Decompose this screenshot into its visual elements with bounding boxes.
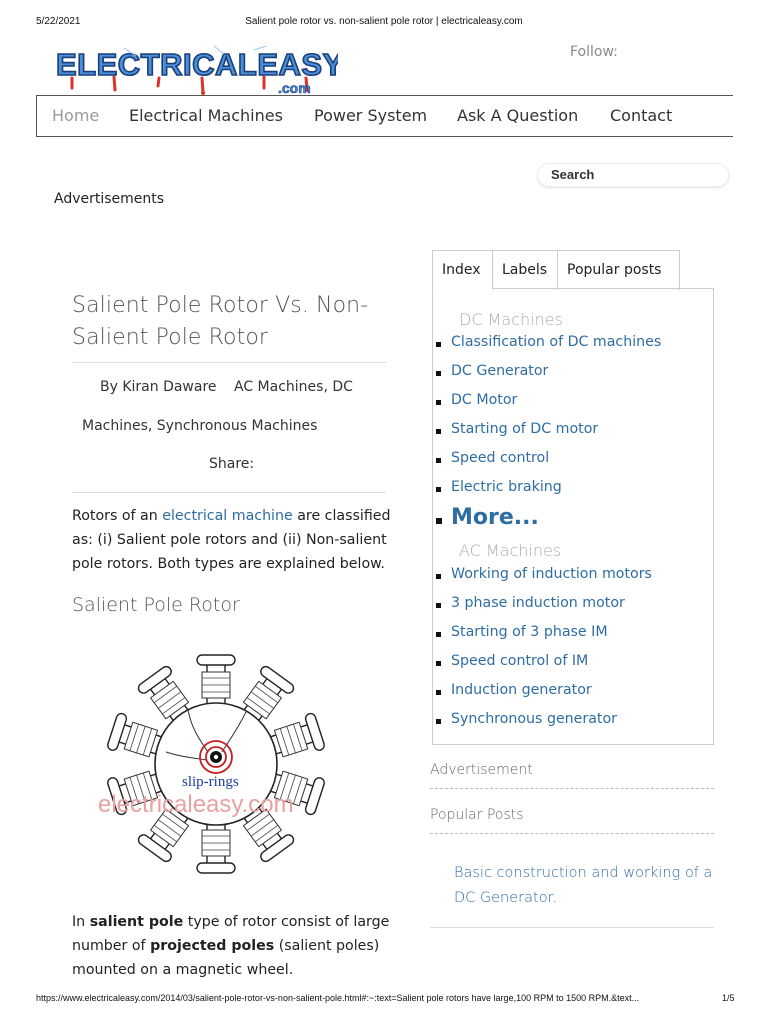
bullet-icon: [436, 487, 441, 492]
nav-contact[interactable]: Contact: [610, 106, 673, 125]
bullet-icon: [436, 603, 441, 608]
main-nav: [36, 95, 733, 137]
ac-machines-heading: AC Machines: [459, 541, 562, 560]
print-page-number: 1/5: [722, 993, 735, 1003]
tab-index[interactable]: Index: [432, 250, 493, 290]
meta-divider: [72, 492, 386, 493]
advertisement-divider: [430, 788, 714, 789]
p2-bold-salient-pole: salient pole: [89, 914, 184, 930]
dc-machines-heading: DC Machines: [459, 310, 563, 329]
slip-rings-label: slip-rings: [182, 774, 239, 790]
index-item[interactable]: Starting of DC motor: [451, 421, 599, 437]
rotor-figure: [96, 640, 360, 898]
index-item[interactable]: DC Motor: [451, 392, 518, 408]
advertisement-heading: Advertisement: [430, 762, 533, 778]
bullet-icon: [436, 371, 441, 376]
intro-text-1: Rotors of an: [72, 508, 163, 524]
bullet-icon: [436, 719, 441, 724]
salient-pole-paragraph: [72, 910, 392, 982]
nav-electrical-machines[interactable]: Electrical Machines: [129, 106, 283, 125]
more-link[interactable]: More...: [451, 505, 539, 530]
print-url: https://www.electricaleasy.com/2014/03/salient-pole-rotor-vs-non-salient-pole.html#:~:text=Salient pole rotors have large,100 RPM to 1500 RPM.&text...: [36, 993, 640, 1003]
bullet-icon: [436, 518, 442, 524]
site-logo[interactable]: [54, 44, 338, 98]
follow-label: Follow:: [570, 44, 618, 60]
section-heading: Salient Pole Rotor: [72, 594, 240, 616]
salient-pole-rotor-diagram: [96, 640, 360, 898]
bullet-icon: [436, 458, 441, 463]
print-title: Salient pole rotor vs. non-salient pole rotor | electricaleasy.com: [245, 16, 523, 27]
popular-posts-divider: [430, 833, 714, 834]
popular-post-link[interactable]: Basic construction and working of a DC Generator.: [454, 865, 713, 906]
index-item[interactable]: Working of induction motors: [451, 566, 652, 582]
tab-labels[interactable]: Labels: [492, 250, 558, 290]
tab-popular-posts[interactable]: Popular posts: [557, 250, 680, 290]
article-title: Salient Pole Rotor Vs. Non-Salient Pole Rotor: [72, 293, 369, 350]
index-item[interactable]: Synchronous generator: [451, 711, 618, 727]
index-item[interactable]: Classification of DC machines: [451, 334, 662, 350]
nav-ask-a-question[interactable]: Ask A Question: [457, 106, 579, 125]
shaft-center: [214, 755, 218, 759]
author-link[interactable]: By Kiran Daware: [100, 379, 217, 395]
index-item[interactable]: Speed control: [451, 450, 550, 466]
bullet-icon: [436, 690, 441, 695]
salient-pole: [197, 655, 235, 708]
title-divider: [72, 362, 386, 363]
pole-body: [197, 863, 235, 873]
advertisements-label: Advertisements: [54, 191, 165, 207]
bullet-icon: [436, 661, 441, 666]
index-item[interactable]: DC Generator: [451, 363, 549, 379]
index-item[interactable]: Electric braking: [451, 479, 562, 495]
bullet-icon: [436, 342, 441, 347]
categories-line-2[interactable]: Machines, Synchronous Machines: [82, 418, 318, 434]
nav-home[interactable]: Home: [52, 106, 100, 125]
intro-paragraph: [72, 504, 392, 576]
p2-text-3: (salient poles) mounted on a magnetic wheel.: [72, 938, 380, 978]
intro-text-2: are classified as: (i) Salient pole rotors and (ii) Non-salient pole rotors. Both types are explained below.: [72, 508, 391, 572]
search-input[interactable]: Search: [537, 163, 729, 187]
categories-line-1[interactable]: AC Machines, DC: [234, 379, 353, 395]
pole-body: [197, 655, 235, 665]
electrical-machine-link[interactable]: electrical machine: [162, 508, 293, 524]
index-item[interactable]: Speed control of IM: [451, 653, 589, 669]
bullet-icon: [436, 429, 441, 434]
logo-suffix: .com: [278, 80, 311, 96]
bullet-icon: [436, 400, 441, 405]
index-item[interactable]: Starting of 3 phase IM: [451, 624, 608, 640]
p2-text-2: type of rotor consist of large number of: [72, 914, 390, 954]
salient-pole: [197, 820, 235, 873]
bullet-icon: [436, 574, 441, 579]
logo-wordmark: ELECTRICALEASY: [56, 47, 338, 82]
popular-post-divider: [430, 927, 714, 928]
bullet-icon: [436, 632, 441, 637]
index-item[interactable]: Induction generator: [451, 682, 592, 698]
share-label: Share:: [209, 456, 255, 472]
logo-graphic: [54, 44, 338, 98]
popular-posts-heading: Popular Posts: [430, 807, 524, 823]
print-header: [0, 16, 768, 30]
nav-power-system[interactable]: Power System: [314, 106, 428, 125]
print-footer: [0, 993, 768, 1007]
p2-bold-projected-poles: projected poles: [150, 938, 275, 954]
index-item[interactable]: 3 phase induction motor: [451, 595, 625, 611]
figure-watermark: electricaleasy.com: [98, 791, 294, 818]
p2-text-1: In: [72, 914, 90, 930]
print-date: 5/22/2021: [36, 16, 81, 27]
